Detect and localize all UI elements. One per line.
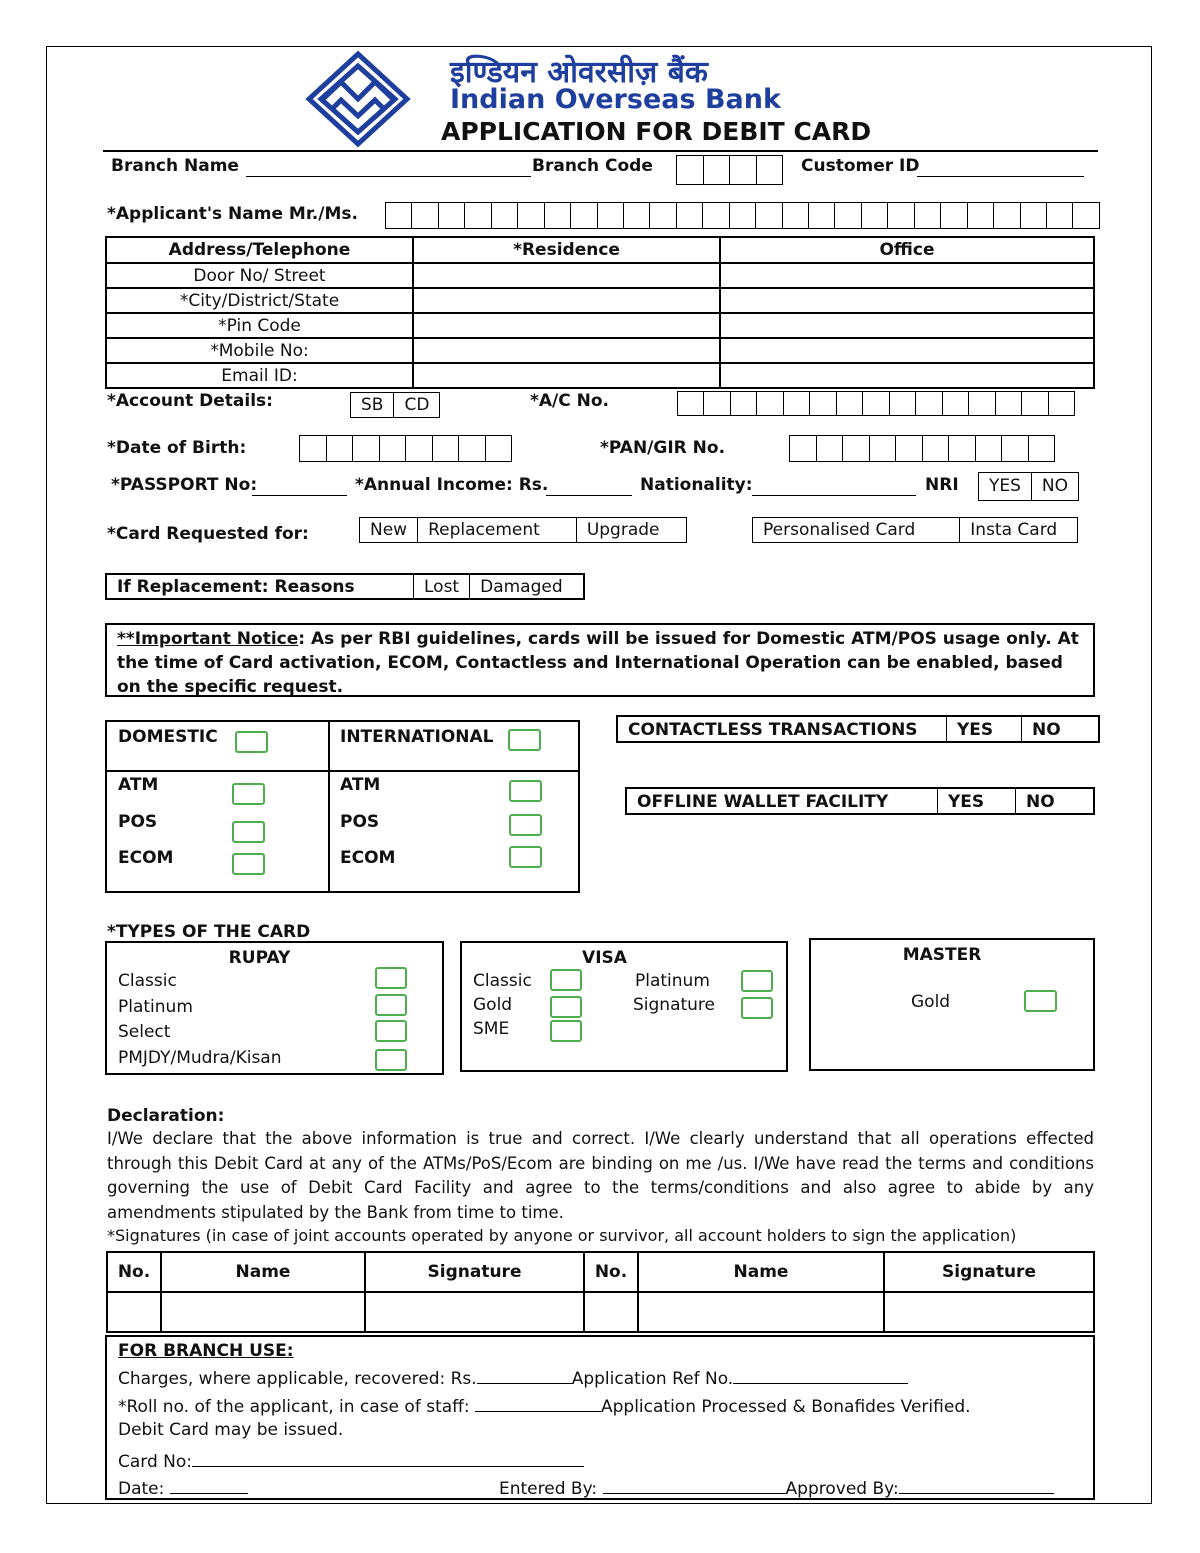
ac-no-label: *A/C No. [530, 391, 610, 411]
entered-by-field[interactable] [603, 1475, 786, 1494]
account-details-label: *Account Details: [107, 391, 273, 411]
sig-col-signature-1: Signature [365, 1252, 584, 1292]
row-pin: *Pin Code [106, 313, 413, 338]
branch-name-label: Branch Name [111, 156, 239, 176]
rupay-title: RUPAY [228, 948, 291, 968]
sig-cell[interactable] [638, 1292, 884, 1332]
nri-yes[interactable]: YES [979, 473, 1032, 500]
account-type-sb[interactable]: SB [351, 393, 394, 417]
approved-by-field[interactable] [899, 1475, 1054, 1494]
rupay-classic-checkbox[interactable] [375, 967, 407, 989]
visa-signature: Signature [633, 995, 716, 1015]
rupay-platinum: Platinum [118, 997, 193, 1017]
row-door-street: Door No/ Street [106, 263, 413, 288]
nationality-label: Nationality: [640, 475, 753, 495]
row-city: *City/District/State [106, 288, 413, 313]
header-rule [103, 150, 1098, 152]
international-atm-checkbox[interactable] [509, 780, 542, 802]
international-pos-checkbox[interactable] [509, 814, 542, 836]
offline-wallet-label: OFFLINE WALLET FACILITY [627, 789, 938, 813]
annual-income-field[interactable] [546, 475, 632, 496]
international-label: INTERNATIONAL [340, 727, 494, 747]
sig-cell[interactable] [584, 1292, 638, 1332]
entered-by-label: Entered By: [499, 1479, 598, 1499]
residence-cell[interactable] [413, 338, 720, 363]
domestic-ecom-label: ECOM [118, 848, 174, 868]
branch-use-title: FOR BRANCH USE: [118, 1341, 294, 1361]
entered-approved-row [499, 1475, 1054, 1499]
card-no-row [118, 1448, 584, 1472]
contactless-yes[interactable]: YES [947, 717, 1022, 741]
rupay-select-checkbox[interactable] [375, 1020, 407, 1042]
rupay-classic: Classic [118, 971, 177, 991]
declaration-text: I/We declare that the above information is true and correct. I/We clearly understand that all operations effected through this Debit Card at any of the ATMs/PoS/Ecom are binding on me /us. I/We have read the terms and conditions governing the use of Debit Card Facility and agree to the terms/conditions and also agree to abide by any amendments stipulated by the Bank from time to time. [107, 1129, 1094, 1222]
insta-card-option[interactable]: Insta Card [970, 520, 1058, 540]
visa-classic: Classic [473, 971, 532, 991]
approved-by-label: Approved By: [785, 1479, 899, 1499]
master-panel [809, 938, 1095, 1071]
international-checkbox[interactable] [508, 729, 541, 751]
branch-code-label: Branch Code [532, 156, 653, 176]
sig-cell[interactable] [107, 1292, 161, 1332]
domestic-ecom-checkbox[interactable] [232, 853, 265, 875]
bank-name-hindi: इण्डियन ओवरसीज़ बैंक [450, 55, 708, 90]
office-cell[interactable] [720, 313, 1094, 338]
offline-wallet-no[interactable]: NO [1026, 792, 1055, 812]
pan-label: *PAN/GIR No. [600, 438, 726, 458]
notice-title: **Important Notice [117, 629, 299, 649]
residence-cell[interactable] [413, 288, 720, 313]
master-gold: Gold [911, 992, 951, 1012]
visa-classic-checkbox[interactable] [550, 969, 582, 991]
nri-options [978, 472, 1079, 501]
sig-col-no-2: No. [584, 1252, 638, 1292]
sig-col-name-1: Name [161, 1252, 365, 1292]
office-cell[interactable] [720, 263, 1094, 288]
contactless-no[interactable]: NO [1032, 720, 1061, 740]
app-ref-field[interactable] [733, 1365, 908, 1384]
domestic-pos-checkbox[interactable] [232, 821, 265, 843]
offline-wallet-row [625, 787, 1095, 815]
account-type-cd[interactable]: CD [404, 395, 430, 415]
domestic-international-panel [105, 720, 580, 893]
residence-header: *Residence [413, 237, 720, 263]
dob-boxes[interactable] [299, 435, 512, 462]
residence-cell[interactable] [413, 263, 720, 288]
nationality-field[interactable] [752, 475, 916, 496]
visa-sme-checkbox[interactable] [550, 1020, 582, 1042]
residence-cell[interactable] [413, 313, 720, 338]
master-gold-checkbox[interactable] [1024, 990, 1057, 1012]
international-atm-label: ATM [340, 775, 381, 795]
sig-cell[interactable] [365, 1292, 584, 1332]
signature-note: *Signatures (in case of joint accounts operated by anyone or survivor, all account holders to sign the application) [107, 1226, 1017, 1245]
address-header: Address/Telephone [106, 237, 413, 263]
roll-field[interactable] [475, 1393, 601, 1412]
office-header: Office [720, 237, 1094, 263]
app-ref-label: Application Ref No. [571, 1369, 734, 1389]
card-types-label: *TYPES OF THE CARD [107, 922, 311, 942]
date-label: Date: [118, 1479, 165, 1499]
domestic-pos-label: POS [118, 812, 158, 832]
card-requested-label: *Card Requested for: [107, 524, 309, 544]
date-row [118, 1475, 248, 1499]
international-pos-label: POS [340, 812, 380, 832]
replacement-lost[interactable]: Lost [414, 575, 470, 598]
domestic-atm-checkbox[interactable] [232, 783, 265, 805]
visa-gold: Gold [473, 995, 513, 1015]
charges-row [118, 1365, 908, 1389]
dob-label: *Date of Birth: [107, 438, 247, 458]
master-title: MASTER [902, 945, 982, 965]
applicant-name-boxes[interactable] [385, 202, 1100, 229]
charges-field[interactable] [477, 1365, 572, 1384]
signature-table [106, 1251, 1095, 1333]
roll-label: *Roll no. of the applicant, in case of staff: [118, 1397, 470, 1417]
visa-title: VISA [582, 948, 627, 968]
personalised-card-option[interactable]: Personalised Card [753, 518, 960, 542]
office-cell[interactable] [720, 363, 1094, 388]
row-email: Email ID: [106, 363, 413, 388]
contactless-label: CONTACTLESS TRANSACTIONS [618, 717, 947, 741]
office-cell[interactable] [720, 338, 1094, 363]
pan-boxes[interactable] [789, 435, 1055, 462]
form-title: APPLICATION FOR DEBIT CARD [441, 117, 872, 146]
charges-label: Charges, where applicable, recovered: Rs. [118, 1369, 477, 1389]
customer-id-label: Customer ID [801, 156, 920, 176]
domestic-atm-label: ATM [118, 775, 159, 795]
visa-signature-checkbox[interactable] [741, 997, 773, 1019]
declaration-title: Declaration: [107, 1106, 225, 1126]
replacement-reasons [105, 573, 585, 600]
notice-text: : As per RBI guidelines, cards will be issued for Domestic ATM/POS usage only. At the time of Card activation, ECOM, Contactless and International Operation can be enabled, based on the specific request. [117, 629, 1079, 697]
row-mobile: *Mobile No: [106, 338, 413, 363]
sig-cell[interactable] [161, 1292, 365, 1332]
important-notice [105, 623, 1095, 697]
applicant-name-label: *Applicant's Name Mr./Ms. [107, 204, 358, 224]
visa-gold-checkbox[interactable] [550, 996, 582, 1018]
sig-cell[interactable] [884, 1292, 1094, 1332]
card-request-upgrade[interactable]: Upgrade [586, 520, 660, 540]
nri-no[interactable]: NO [1041, 476, 1069, 496]
sig-col-signature-2: Signature [884, 1252, 1094, 1292]
sig-col-name-2: Name [638, 1252, 884, 1292]
visa-platinum-checkbox[interactable] [741, 970, 773, 992]
branch-code-boxes[interactable] [676, 155, 783, 185]
date-field[interactable] [170, 1475, 248, 1494]
replacement-damaged[interactable]: Damaged [480, 577, 563, 597]
processed-label: Application Processed & Bonafides Verified. [601, 1397, 971, 1417]
rupay-select: Select [118, 1022, 171, 1042]
card-no-field[interactable] [192, 1448, 584, 1467]
domestic-label: DOMESTIC [118, 727, 218, 747]
branch-name-field[interactable] [246, 156, 531, 177]
card-request-replacement[interactable]: Replacement [418, 518, 577, 542]
card-no-label: Card No: [118, 1452, 193, 1472]
visa-panel [460, 941, 788, 1072]
replacement-label: If Replacement: Reasons [107, 575, 414, 598]
bank-name-english: Indian Overseas Bank [450, 84, 781, 115]
roll-row [118, 1393, 971, 1417]
passport-label: *PASSPORT No: [111, 475, 258, 495]
visa-platinum: Platinum [635, 971, 710, 991]
rupay-platinum-checkbox[interactable] [375, 994, 407, 1016]
ac-no-boxes[interactable] [677, 391, 1075, 416]
iob-logo-icon [305, 50, 411, 148]
contactless-row [616, 715, 1100, 743]
address-table [105, 236, 1095, 389]
office-cell[interactable] [720, 288, 1094, 313]
rupay-pmjdy: PMJDY/Mudra/Kisan [118, 1048, 282, 1068]
branch-use-panel [105, 1335, 1095, 1500]
international-ecom-label: ECOM [340, 848, 396, 868]
card-request-new[interactable]: New [360, 518, 418, 542]
passport-field[interactable] [252, 475, 347, 496]
may-issue-text: Debit Card may be issued. [118, 1420, 344, 1440]
visa-sme: SME [473, 1019, 510, 1039]
card-kind-options [752, 517, 1078, 543]
annual-income-label: *Annual Income: Rs. [355, 475, 549, 495]
residence-cell[interactable] [413, 363, 720, 388]
domestic-checkbox[interactable] [235, 731, 268, 753]
nri-label: NRI [925, 475, 959, 495]
rupay-panel [105, 941, 444, 1075]
international-ecom-checkbox[interactable] [509, 846, 542, 868]
card-request-options [359, 517, 687, 543]
rupay-pmjdy-checkbox[interactable] [375, 1049, 407, 1071]
customer-id-field[interactable] [917, 156, 1084, 177]
sig-col-no-1: No. [107, 1252, 161, 1292]
offline-wallet-yes[interactable]: YES [938, 789, 1016, 813]
account-type-options [350, 392, 440, 418]
